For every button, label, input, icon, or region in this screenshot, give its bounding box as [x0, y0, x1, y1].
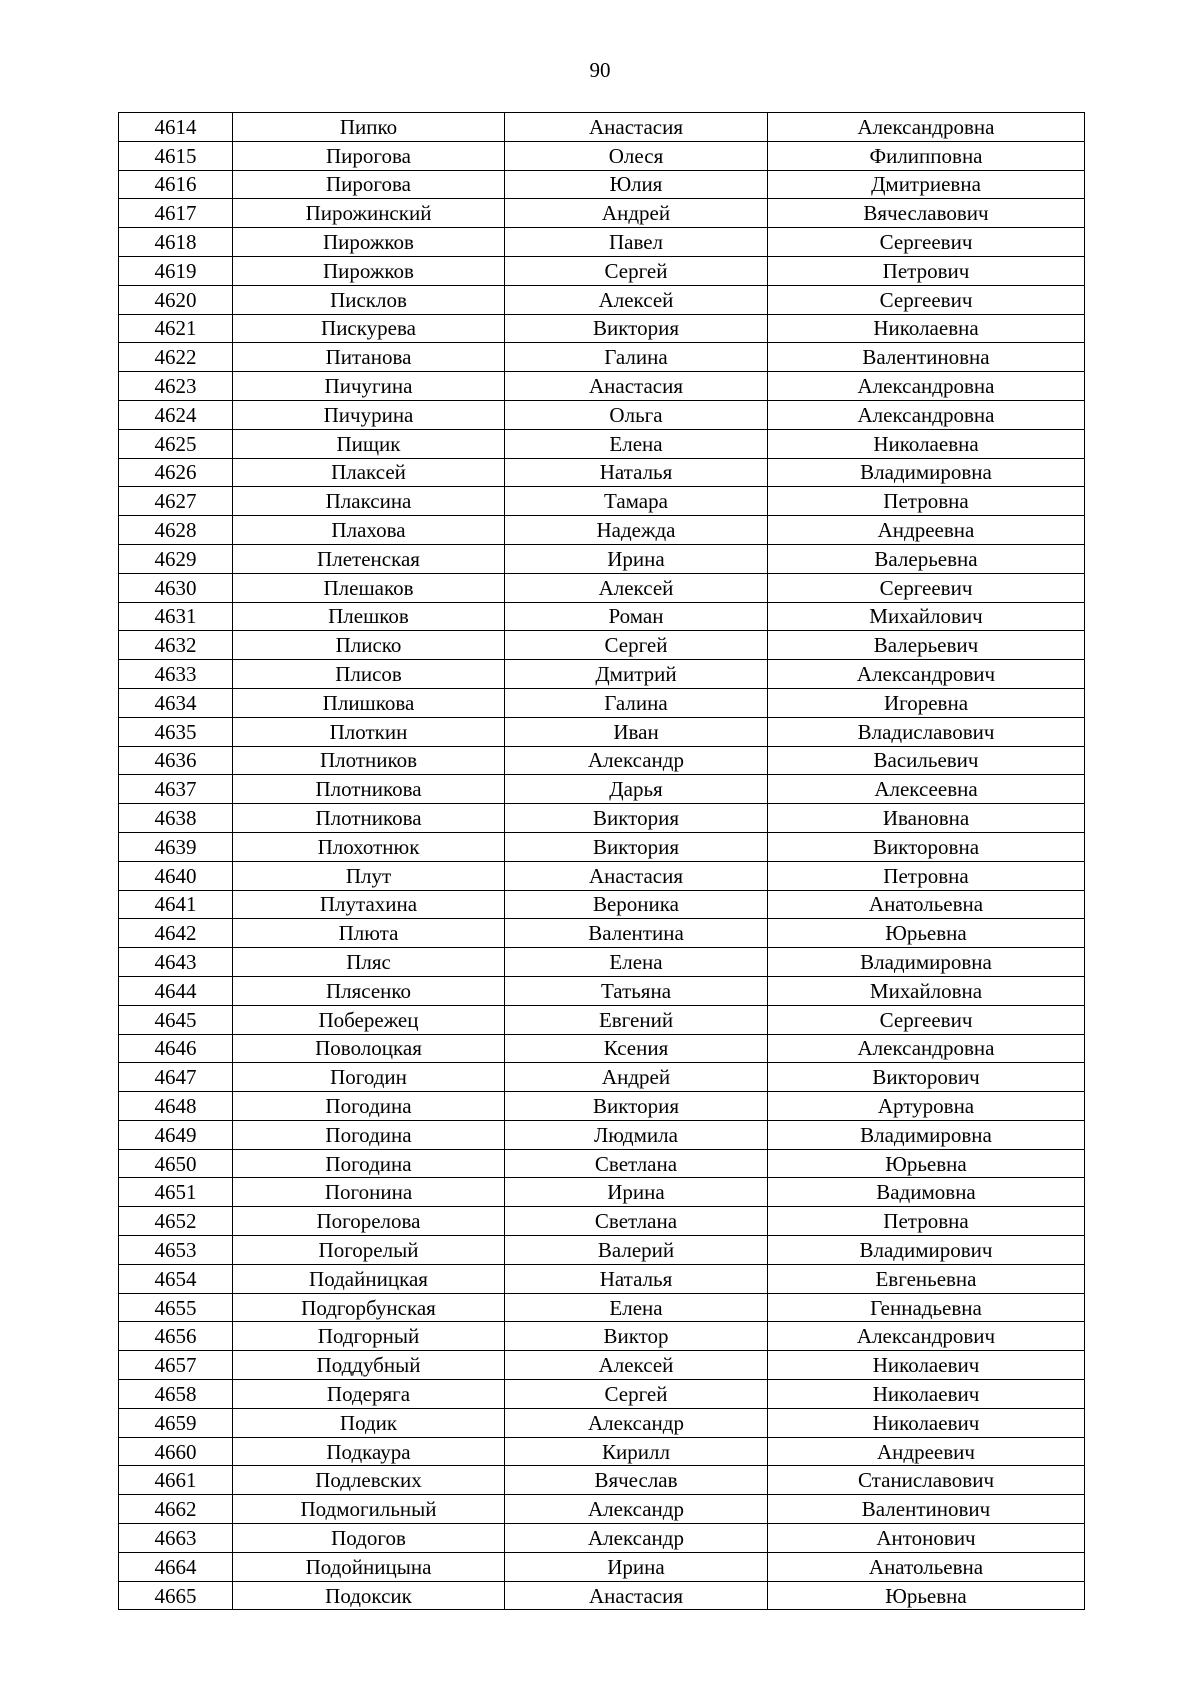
row-number-cell: 4641 — [119, 890, 233, 919]
first-name-cell: Ирина — [505, 544, 768, 573]
patronymic-cell: Михайловна — [768, 976, 1085, 1005]
row-number-cell: 4665 — [119, 1581, 233, 1610]
patronymic-cell: Петровна — [768, 861, 1085, 890]
row-number-cell: 4632 — [119, 631, 233, 660]
last-name-cell: Поддубный — [233, 1351, 505, 1380]
patronymic-cell: Николаевич — [768, 1351, 1085, 1380]
last-name-cell: Подкаура — [233, 1437, 505, 1466]
first-name-cell: Виктория — [505, 804, 768, 833]
patronymic-cell: Валентиновна — [768, 343, 1085, 372]
table-row — [119, 1034, 1085, 1063]
first-name-cell: Сергей — [505, 256, 768, 285]
first-name-cell: Александр — [505, 1524, 768, 1553]
first-name-cell: Вероника — [505, 890, 768, 919]
table-row — [119, 1437, 1085, 1466]
table-row — [119, 919, 1085, 948]
last-name-cell: Подойницына — [233, 1552, 505, 1581]
row-number-cell: 4652 — [119, 1207, 233, 1236]
patronymic-cell: Алексеевна — [768, 775, 1085, 804]
patronymic-cell: Станиславович — [768, 1466, 1085, 1495]
last-name-cell: Пищик — [233, 429, 505, 458]
last-name-cell: Подгорный — [233, 1322, 505, 1351]
last-name-cell: Плишкова — [233, 688, 505, 717]
table-row — [119, 717, 1085, 746]
table-row — [119, 775, 1085, 804]
first-name-cell: Роман — [505, 602, 768, 631]
last-name-cell: Питанова — [233, 343, 505, 372]
last-name-cell: Плохотнюк — [233, 832, 505, 861]
patronymic-cell: Николаевич — [768, 1408, 1085, 1437]
table-row — [119, 1408, 1085, 1437]
table-row — [119, 1524, 1085, 1553]
last-name-cell: Пичурина — [233, 400, 505, 429]
last-name-cell: Пирогова — [233, 170, 505, 199]
last-name-cell: Поволоцкая — [233, 1034, 505, 1063]
last-name-cell: Пляс — [233, 948, 505, 977]
row-number-cell: 4661 — [119, 1466, 233, 1495]
patronymic-cell: Артуровна — [768, 1092, 1085, 1121]
roster-table-body — [119, 113, 1085, 1610]
table-row — [119, 1149, 1085, 1178]
patronymic-cell: Вячеславович — [768, 199, 1085, 228]
first-name-cell: Иван — [505, 717, 768, 746]
last-name-cell: Подлевских — [233, 1466, 505, 1495]
last-name-cell: Писклов — [233, 285, 505, 314]
last-name-cell: Плиско — [233, 631, 505, 660]
row-number-cell: 4657 — [119, 1351, 233, 1380]
last-name-cell: Плетенская — [233, 544, 505, 573]
first-name-cell: Виктория — [505, 832, 768, 861]
table-row — [119, 832, 1085, 861]
table-row — [119, 948, 1085, 977]
row-number-cell: 4623 — [119, 372, 233, 401]
patronymic-cell: Владиславович — [768, 717, 1085, 746]
table-row — [119, 602, 1085, 631]
row-number-cell: 4624 — [119, 400, 233, 429]
patronymic-cell: Николаевна — [768, 429, 1085, 458]
last-name-cell: Подоксик — [233, 1581, 505, 1610]
last-name-cell: Побережец — [233, 1005, 505, 1034]
last-name-cell: Подгорбунская — [233, 1293, 505, 1322]
first-name-cell: Андрей — [505, 1063, 768, 1092]
first-name-cell: Александр — [505, 1495, 768, 1524]
table-row — [119, 516, 1085, 545]
last-name-cell: Пискурева — [233, 314, 505, 343]
table-row — [119, 688, 1085, 717]
row-number-cell: 4615 — [119, 141, 233, 170]
table-row — [119, 1207, 1085, 1236]
patronymic-cell: Александровна — [768, 372, 1085, 401]
row-number-cell: 4649 — [119, 1120, 233, 1149]
patronymic-cell: Филипповна — [768, 141, 1085, 170]
row-number-cell: 4629 — [119, 544, 233, 573]
table-row — [119, 429, 1085, 458]
first-name-cell: Галина — [505, 688, 768, 717]
last-name-cell: Подмогильный — [233, 1495, 505, 1524]
row-number-cell: 4640 — [119, 861, 233, 890]
last-name-cell: Плешков — [233, 602, 505, 631]
patronymic-cell: Игоревна — [768, 688, 1085, 717]
patronymic-cell: Александровна — [768, 400, 1085, 429]
patronymic-cell: Николаевна — [768, 314, 1085, 343]
row-number-cell: 4645 — [119, 1005, 233, 1034]
roster-table — [118, 112, 1085, 1610]
row-number-cell: 4635 — [119, 717, 233, 746]
row-number-cell: 4633 — [119, 660, 233, 689]
table-row — [119, 573, 1085, 602]
last-name-cell: Плут — [233, 861, 505, 890]
table-row — [119, 113, 1085, 142]
first-name-cell: Валентина — [505, 919, 768, 948]
first-name-cell: Вячеслав — [505, 1466, 768, 1495]
patronymic-cell: Александровна — [768, 113, 1085, 142]
last-name-cell: Пичугина — [233, 372, 505, 401]
first-name-cell: Ирина — [505, 1178, 768, 1207]
first-name-cell: Людмила — [505, 1120, 768, 1149]
row-number-cell: 4658 — [119, 1380, 233, 1409]
patronymic-cell: Анатольевна — [768, 1552, 1085, 1581]
first-name-cell: Анастасия — [505, 372, 768, 401]
first-name-cell: Светлана — [505, 1207, 768, 1236]
last-name-cell: Пирожков — [233, 256, 505, 285]
last-name-cell: Плоткин — [233, 717, 505, 746]
patronymic-cell: Евгеньевна — [768, 1264, 1085, 1293]
last-name-cell: Плотников — [233, 746, 505, 775]
patronymic-cell: Михайлович — [768, 602, 1085, 631]
patronymic-cell: Викторович — [768, 1063, 1085, 1092]
first-name-cell: Ксения — [505, 1034, 768, 1063]
table-row — [119, 314, 1085, 343]
first-name-cell: Анастасия — [505, 1581, 768, 1610]
first-name-cell: Алексей — [505, 1351, 768, 1380]
first-name-cell: Дмитрий — [505, 660, 768, 689]
table-row — [119, 861, 1085, 890]
table-row — [119, 170, 1085, 199]
table-row — [119, 1264, 1085, 1293]
patronymic-cell: Юрьевна — [768, 919, 1085, 948]
table-row — [119, 141, 1085, 170]
first-name-cell: Светлана — [505, 1149, 768, 1178]
patronymic-cell: Юрьевна — [768, 1149, 1085, 1178]
row-number-cell: 4660 — [119, 1437, 233, 1466]
patronymic-cell: Юрьевна — [768, 1581, 1085, 1610]
last-name-cell: Пирогова — [233, 141, 505, 170]
row-number-cell: 4621 — [119, 314, 233, 343]
table-row — [119, 1092, 1085, 1121]
row-number-cell: 4642 — [119, 919, 233, 948]
first-name-cell: Александр — [505, 746, 768, 775]
row-number-cell: 4662 — [119, 1495, 233, 1524]
row-number-cell: 4614 — [119, 113, 233, 142]
last-name-cell: Подайницкая — [233, 1264, 505, 1293]
row-number-cell: 4647 — [119, 1063, 233, 1092]
table-row — [119, 1552, 1085, 1581]
last-name-cell: Погорелый — [233, 1236, 505, 1265]
first-name-cell: Юлия — [505, 170, 768, 199]
row-number-cell: 4638 — [119, 804, 233, 833]
row-number-cell: 4664 — [119, 1552, 233, 1581]
first-name-cell: Валерий — [505, 1236, 768, 1265]
last-name-cell: Пирожков — [233, 228, 505, 257]
first-name-cell: Татьяна — [505, 976, 768, 1005]
first-name-cell: Наталья — [505, 458, 768, 487]
patronymic-cell: Дмитриевна — [768, 170, 1085, 199]
last-name-cell: Плутахина — [233, 890, 505, 919]
first-name-cell: Надежда — [505, 516, 768, 545]
table-row — [119, 1322, 1085, 1351]
table-row — [119, 458, 1085, 487]
patronymic-cell: Андреевна — [768, 516, 1085, 545]
patronymic-cell: Александрович — [768, 1322, 1085, 1351]
last-name-cell: Плешаков — [233, 573, 505, 602]
table-row — [119, 400, 1085, 429]
patronymic-cell: Антонович — [768, 1524, 1085, 1553]
first-name-cell: Олеся — [505, 141, 768, 170]
last-name-cell: Пипко — [233, 113, 505, 142]
last-name-cell: Подогов — [233, 1524, 505, 1553]
table-row — [119, 1466, 1085, 1495]
row-number-cell: 4622 — [119, 343, 233, 372]
table-row — [119, 1178, 1085, 1207]
row-number-cell: 4628 — [119, 516, 233, 545]
table-row — [119, 228, 1085, 257]
first-name-cell: Кирилл — [505, 1437, 768, 1466]
row-number-cell: 4631 — [119, 602, 233, 631]
row-number-cell: 4656 — [119, 1322, 233, 1351]
row-number-cell: 4659 — [119, 1408, 233, 1437]
row-number-cell: 4643 — [119, 948, 233, 977]
patronymic-cell: Валентинович — [768, 1495, 1085, 1524]
row-number-cell: 4619 — [119, 256, 233, 285]
row-number-cell: 4618 — [119, 228, 233, 257]
row-number-cell: 4630 — [119, 573, 233, 602]
last-name-cell: Погодин — [233, 1063, 505, 1092]
patronymic-cell: Петрович — [768, 256, 1085, 285]
first-name-cell: Дарья — [505, 775, 768, 804]
table-row — [119, 1380, 1085, 1409]
table-row — [119, 1351, 1085, 1380]
patronymic-cell: Сергеевич — [768, 573, 1085, 602]
row-number-cell: 4653 — [119, 1236, 233, 1265]
last-name-cell: Плотникова — [233, 804, 505, 833]
table-row — [119, 1581, 1085, 1610]
table-row — [119, 1120, 1085, 1149]
first-name-cell: Елена — [505, 1293, 768, 1322]
table-row — [119, 746, 1085, 775]
row-number-cell: 4620 — [119, 285, 233, 314]
patronymic-cell: Васильевич — [768, 746, 1085, 775]
table-row — [119, 544, 1085, 573]
last-name-cell: Плисов — [233, 660, 505, 689]
last-name-cell: Погонина — [233, 1178, 505, 1207]
first-name-cell: Анастасия — [505, 113, 768, 142]
last-name-cell: Подеряга — [233, 1380, 505, 1409]
patronymic-cell: Александрович — [768, 660, 1085, 689]
first-name-cell: Ирина — [505, 1552, 768, 1581]
first-name-cell: Тамара — [505, 487, 768, 516]
table-row — [119, 976, 1085, 1005]
patronymic-cell: Владимировна — [768, 458, 1085, 487]
row-number-cell: 4627 — [119, 487, 233, 516]
row-number-cell: 4644 — [119, 976, 233, 1005]
first-name-cell: Ольга — [505, 400, 768, 429]
row-number-cell: 4639 — [119, 832, 233, 861]
patronymic-cell: Владимирович — [768, 1236, 1085, 1265]
first-name-cell: Галина — [505, 343, 768, 372]
first-name-cell: Елена — [505, 948, 768, 977]
last-name-cell: Плясенко — [233, 976, 505, 1005]
row-number-cell: 4654 — [119, 1264, 233, 1293]
first-name-cell: Алексей — [505, 573, 768, 602]
first-name-cell: Сергей — [505, 631, 768, 660]
first-name-cell: Алексей — [505, 285, 768, 314]
row-number-cell: 4625 — [119, 429, 233, 458]
row-number-cell: 4637 — [119, 775, 233, 804]
table-row — [119, 372, 1085, 401]
row-number-cell: 4616 — [119, 170, 233, 199]
patronymic-cell: Владимировна — [768, 948, 1085, 977]
table-row — [119, 631, 1085, 660]
row-number-cell: 4636 — [119, 746, 233, 775]
last-name-cell: Погодина — [233, 1120, 505, 1149]
first-name-cell: Виктория — [505, 1092, 768, 1121]
patronymic-cell: Валерьевна — [768, 544, 1085, 573]
patronymic-cell: Николаевич — [768, 1380, 1085, 1409]
last-name-cell: Подик — [233, 1408, 505, 1437]
row-number-cell: 4650 — [119, 1149, 233, 1178]
patronymic-cell: Ивановна — [768, 804, 1085, 833]
first-name-cell: Сергей — [505, 1380, 768, 1409]
last-name-cell: Погодина — [233, 1149, 505, 1178]
table-row — [119, 890, 1085, 919]
table-row — [119, 660, 1085, 689]
last-name-cell: Плотникова — [233, 775, 505, 804]
table-row — [119, 1063, 1085, 1092]
patronymic-cell: Валерьевич — [768, 631, 1085, 660]
patronymic-cell: Геннадьевна — [768, 1293, 1085, 1322]
table-row — [119, 487, 1085, 516]
last-name-cell: Плюта — [233, 919, 505, 948]
table-row — [119, 285, 1085, 314]
first-name-cell: Виктория — [505, 314, 768, 343]
patronymic-cell: Владимировна — [768, 1120, 1085, 1149]
patronymic-cell: Андреевич — [768, 1437, 1085, 1466]
last-name-cell: Плаксина — [233, 487, 505, 516]
table-row — [119, 1005, 1085, 1034]
patronymic-cell: Викторовна — [768, 832, 1085, 861]
last-name-cell: Погодина — [233, 1092, 505, 1121]
table-row — [119, 1236, 1085, 1265]
patronymic-cell: Петровна — [768, 487, 1085, 516]
last-name-cell: Плахова — [233, 516, 505, 545]
row-number-cell: 4646 — [119, 1034, 233, 1063]
first-name-cell: Павел — [505, 228, 768, 257]
row-number-cell: 4617 — [119, 199, 233, 228]
patronymic-cell: Вадимовна — [768, 1178, 1085, 1207]
page-number: 90 — [589, 58, 611, 82]
table-row — [119, 199, 1085, 228]
last-name-cell: Погорелова — [233, 1207, 505, 1236]
first-name-cell: Виктор — [505, 1322, 768, 1351]
row-number-cell: 4648 — [119, 1092, 233, 1121]
table-row — [119, 256, 1085, 285]
first-name-cell: Александр — [505, 1408, 768, 1437]
last-name-cell: Плаксей — [233, 458, 505, 487]
first-name-cell: Наталья — [505, 1264, 768, 1293]
row-number-cell: 4651 — [119, 1178, 233, 1207]
row-number-cell: 4626 — [119, 458, 233, 487]
patronymic-cell: Сергеевич — [768, 285, 1085, 314]
patronymic-cell: Сергеевич — [768, 1005, 1085, 1034]
first-name-cell: Евгений — [505, 1005, 768, 1034]
row-number-cell: 4634 — [119, 688, 233, 717]
table-row — [119, 1495, 1085, 1524]
patronymic-cell: Анатольевна — [768, 890, 1085, 919]
row-number-cell: 4655 — [119, 1293, 233, 1322]
last-name-cell: Пирожинский — [233, 199, 505, 228]
table-row — [119, 1293, 1085, 1322]
row-number-cell: 4663 — [119, 1524, 233, 1553]
patronymic-cell: Сергеевич — [768, 228, 1085, 257]
first-name-cell: Анастасия — [505, 861, 768, 890]
first-name-cell: Андрей — [505, 199, 768, 228]
patronymic-cell: Петровна — [768, 1207, 1085, 1236]
table-row — [119, 804, 1085, 833]
patronymic-cell: Александровна — [768, 1034, 1085, 1063]
first-name-cell: Елена — [505, 429, 768, 458]
table-row — [119, 343, 1085, 372]
